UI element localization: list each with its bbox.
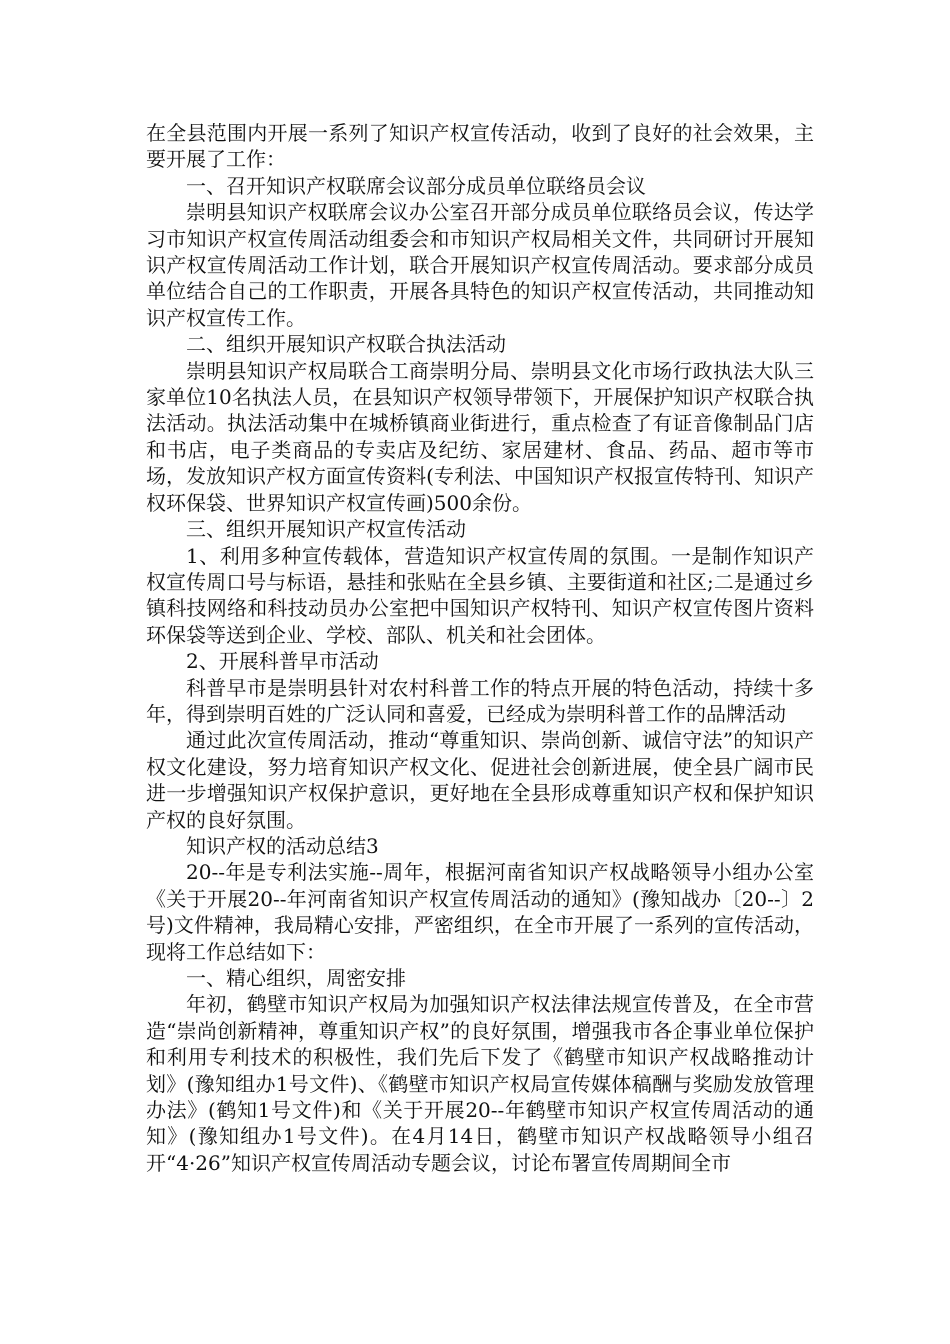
paragraph: 崇明县知识产权局联合工商崇明分局、崇明县文化市场行政执法大队三家单位10名执法人员，在县知识产权领导带领下，开展保护知识产权联合执法活动。执法活动集中在城桥镇商业街进行，重点检查了有证音像制品门店和书店，电子类商品的专卖店及纪纺、家居建材、食品、药品、超市等市场，发放知识产权方面宣传资料(专利法、中国知识产权报宣传特刊、知识产权环保袋、世界知识产权宣传画)500余份。 <box>146 358 814 515</box>
paragraph: 1、利用多种宣传载体，营造知识产权宣传周的氛围。一是制作知识产权宣传周口号与标语，悬挂和张贴在全县乡镇、主要街道和社区;二是通过乡镇科技网络和科技动员办公室把中国知识产权特刊、知识产权宣传图片资料环保袋等送到企业、学校、部队、机关和社会团体。 <box>146 543 814 647</box>
document-page <box>146 120 814 1176</box>
section-heading: 知识产权的活动总结3 <box>186 833 379 858</box>
section-heading: 二、组织开展知识产权联合执法活动 <box>186 332 506 357</box>
section-heading: 一、召开知识产权联席会议部分成员单位联络员会议 <box>186 173 646 198</box>
paragraph: 通过此次宣传周活动，推动“尊重知识、崇尚创新、诚信守法”的知识产权文化建设，努力培育知识产权文化、促进社会创新进展，使全县广阔市民进一步增强知识产权保护意识，更好地在全县形成尊重知识产权和保护知识产权的良好氛围。 <box>146 728 814 832</box>
paragraph: 在全县范围内开展一系列了知识产权宣传活动，收到了良好的社会效果，主要开展了工作： <box>146 121 814 172</box>
paragraph: 20--年是专利法实施--周年，根据河南省知识产权战略领导小组办公室《关于开展20--年河南省知识产权宣传周活动的通知》(豫知战办〔20--〕2号)文件精神，我局精心安排，严密组织，在全市开展了一系列的宣传活动，现将工作总结如下： <box>146 860 814 964</box>
paragraph: 科普早市是崇明县针对农村科普工作的特点开展的特色活动，持续十多年，得到崇明百姓的广泛认同和喜爱，已经成为崇明科普工作的品牌活动 <box>146 675 814 726</box>
section-heading: 2、开展科普早市活动 <box>186 649 379 674</box>
section-heading: 三、组织开展知识产权宣传活动 <box>186 517 466 542</box>
paragraph: 年初，鹤壁市知识产权局为加强知识产权法律法规宣传普及，在全市营造“崇尚创新精神，尊重知识产权”的良好氛围，增强我市各企事业单位保护和利用专利技术的积极性，我们先后下发了《鹤壁市知识产权战略推动计划》(豫知组办1号文件)、《鹤壁市知识产权局宣传媒体稿酬与奖励发放管理办法》(鹤知1号文件)和《关于开展20--年鹤壁市知识产权宣传周活动的通知》(豫知组办1号文件)。在4月14日，鹤壁市知识产权战略领导小组召开“4·26”知识产权宣传周活动专题会议，讨论布署宣传周期间全市 <box>146 992 814 1175</box>
paragraph: 崇明县知识产权联席会议办公室召开部分成员单位联络员会议，传达学习市知识产权宣传周活动组委会和市知识产权局相关文件，共同研讨开展知识产权宣传周活动工作计划，联合开展知识产权宣传周活动。要求部分成员单位结合自己的工作职责，开展各具特色的知识产权宣传活动，共同推动知识产权宣传工作。 <box>146 200 814 330</box>
section-heading: 一、精心组织，周密安排 <box>186 966 406 990</box>
